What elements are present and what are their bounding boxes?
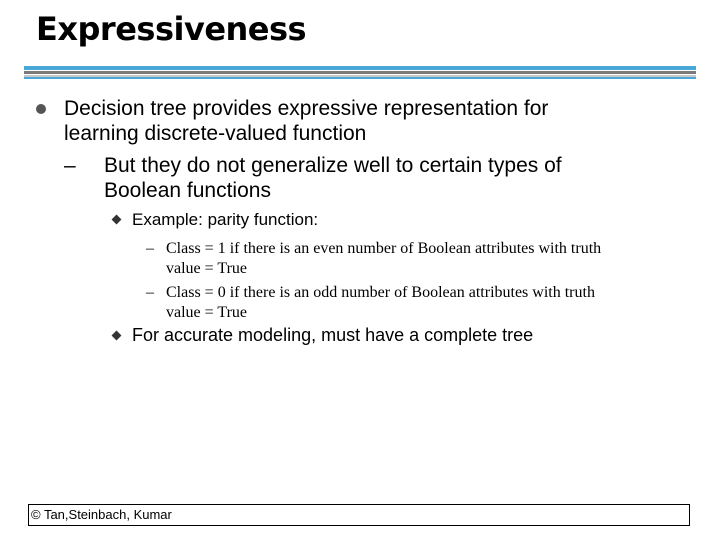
dash-marker: –	[64, 154, 76, 177]
slide-title: Expressiveness	[36, 10, 307, 48]
bullet-text-line-2: learning discrete-valued function	[64, 122, 367, 145]
dash-marker: –	[146, 284, 154, 301]
example-label: Example: parity function:	[132, 210, 319, 229]
example-item-1-line-2: value = True	[166, 260, 248, 277]
title-underline-top	[24, 66, 696, 70]
sub-bullet-text-line-2: Boolean functions	[104, 179, 271, 202]
bullet-text-line-1: Decision tree provides expressive representation for	[64, 97, 549, 120]
diamond-bullet-icon	[112, 331, 122, 341]
example-item-1-line-1: Class = 1 if there is an even number of Boolean attributes with truth	[166, 240, 602, 257]
copyright-text: © Tan,Steinbach, Kumar	[31, 507, 172, 522]
example-item-2-line-2: value = True	[166, 304, 248, 321]
diamond-bullet-icon	[112, 215, 122, 225]
title-underline-bottom	[24, 77, 696, 79]
dash-marker: –	[146, 240, 154, 257]
accurate-modeling-text: For accurate modeling, must have a complete tree	[132, 325, 534, 345]
footer-box	[28, 504, 690, 526]
example-item-2-line-1: Class = 0 if there is an odd number of Boolean attributes with truth	[166, 284, 595, 301]
sub-bullet-text-line-1: But they do not generalize well to certain types of	[104, 154, 562, 177]
title-underline-middle	[24, 71, 696, 74]
round-bullet-icon	[36, 104, 46, 114]
